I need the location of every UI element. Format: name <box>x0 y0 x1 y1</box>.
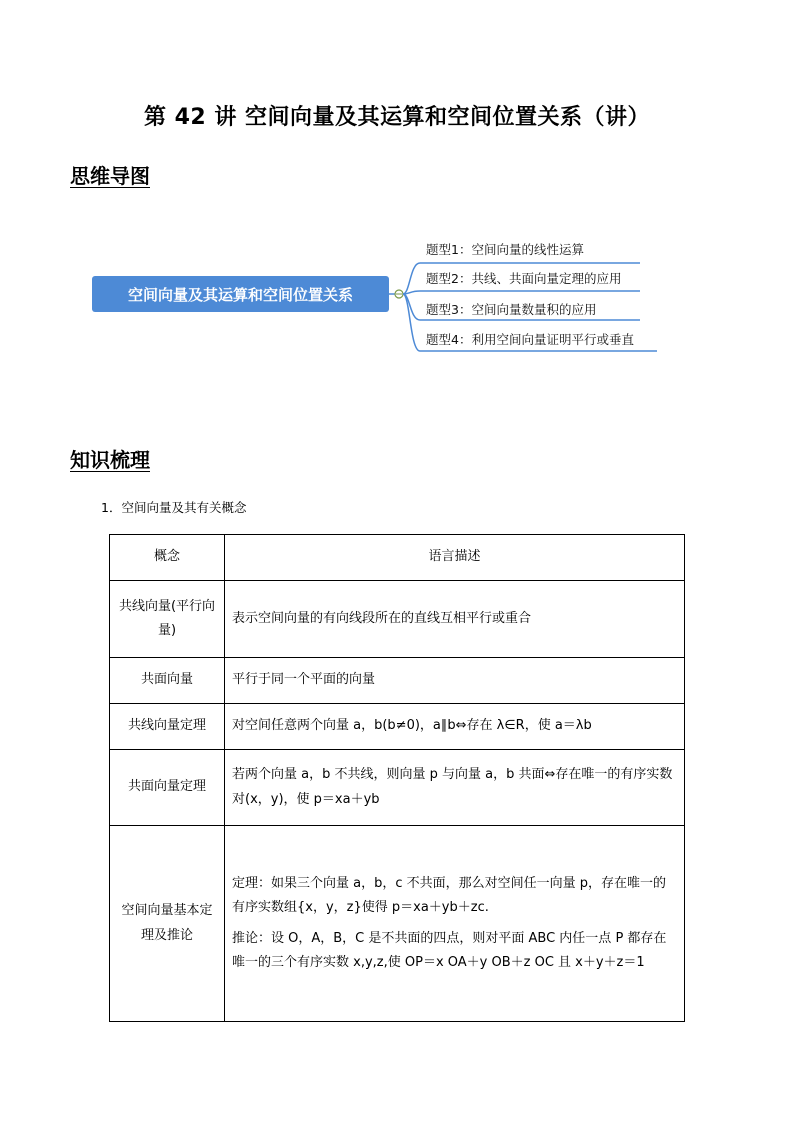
mindmap-branch-2: 题型2：共线、共面向量定理的应用 <box>426 271 622 286</box>
table-row <box>110 658 685 704</box>
mindmap-connectors <box>0 0 794 400</box>
table-header-row <box>110 535 685 581</box>
page-title: 第 42 讲 空间向量及其运算和空间位置关系（讲） <box>143 105 651 130</box>
mindmap-branch-3: 题型3：空间向量数量积的应用 <box>426 302 597 317</box>
corollary-text: 推论：设 O，A，B，C 是不共面的四点，则对平面 ABC 内任一点 P 都存在唯一的三个有序实数 x,y,z,使 OP＝x OA＋y OB＋z OC 且 x＋y＋z＝1 <box>232 930 667 970</box>
description-cell: 表示空间向量的有向线段所在的直线互相平行或重合 <box>225 581 685 658</box>
mindmap-branch-1: 题型1：空间向量的线性运算 <box>426 242 584 257</box>
concept-cell: 空间向量基本定理及推论 <box>110 826 225 1022</box>
section-heading-knowledge: 知识梳理 <box>70 448 150 472</box>
mindmap-central-node: 空间向量及其运算和空间位置关系 <box>92 276 389 312</box>
mindmap-branch-4: 题型4：利用空间向量证明平行或垂直 <box>426 332 634 347</box>
concept-cell: 共面向量 <box>110 658 225 704</box>
table-row <box>110 581 685 658</box>
table-row <box>110 750 685 826</box>
concept-cell: 共线向量(平行向量) <box>110 581 225 658</box>
table-header-description: 语言描述 <box>225 535 685 581</box>
description-cell <box>225 826 685 1022</box>
concept-cell: 共面向量定理 <box>110 750 225 826</box>
description-cell: 若两个向量 a，b 不共线，则向量 p 与向量 a，b 共面⇔存在唯一的有序实数对(x，y)，使 p＝xa＋yb <box>225 750 685 826</box>
table-header-concept: 概念 <box>110 535 225 581</box>
table-row <box>110 704 685 750</box>
description-cell: 对空间任意两个向量 a，b(b≠0)，a∥b⇔存在 λ∈R，使 a＝λb <box>225 704 685 750</box>
subsection-title: 1．空间向量及其有关概念 <box>101 500 247 515</box>
section-heading-mindmap: 思维导图 <box>70 164 150 188</box>
description-cell: 平行于同一个平面的向量 <box>225 658 685 704</box>
theorem-text: 定理：如果三个向量 a，b，c 不共面，那么对空间任一向量 p，存在唯一的有序实数组{x，y，z}使得 p＝xa＋yb＋zc. <box>232 876 667 916</box>
concepts-table <box>109 534 685 1022</box>
concept-cell: 共线向量定理 <box>110 704 225 750</box>
table-row <box>110 826 685 1022</box>
